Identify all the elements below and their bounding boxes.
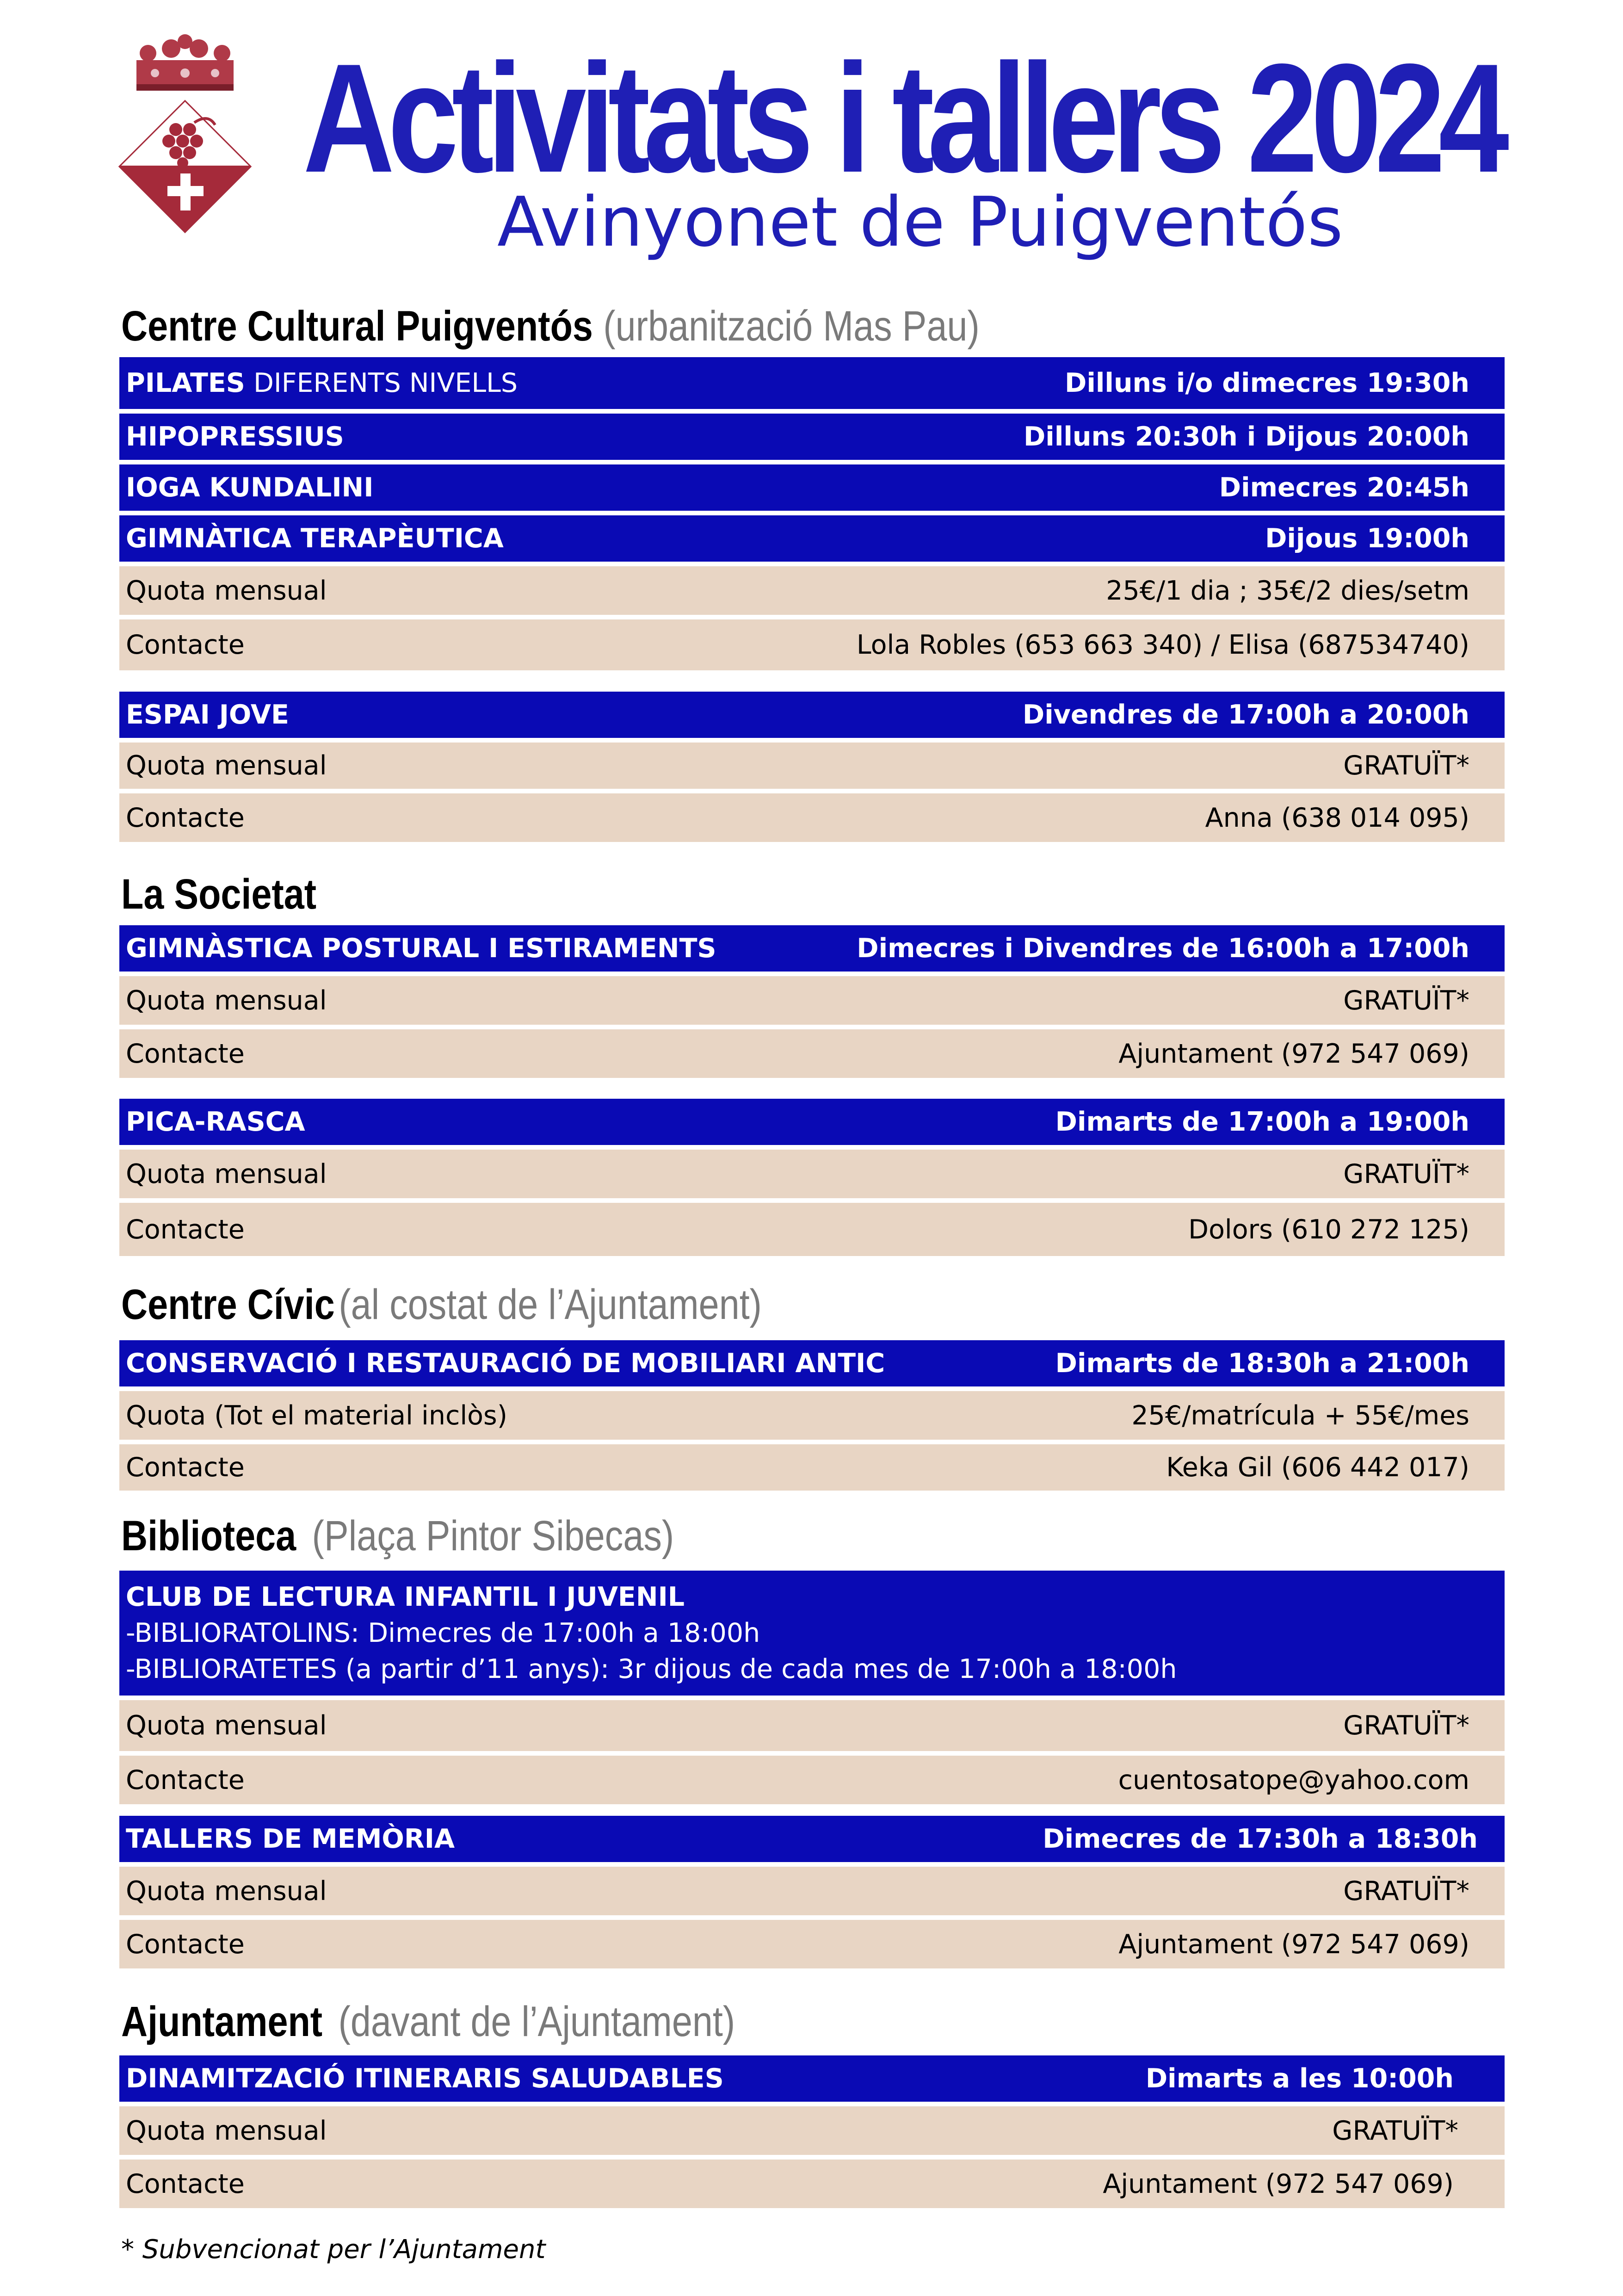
activity-row-club-lectura [119, 1571, 1505, 1696]
municipal-crest-icon [116, 32, 254, 241]
section-location: (urbanització Mas Pau) [603, 303, 980, 350]
activity-schedule: Dimecres 20:45h [1219, 472, 1469, 503]
contact-value: cuentosatope@yahoo.com [1118, 1764, 1469, 1795]
quota-value: GRATUÏT* [1343, 1710, 1469, 1741]
activity-row-espai-jove [119, 692, 1505, 738]
contact-value: Dolors (610 272 125) [1188, 1214, 1469, 1245]
quota-value: GRATUÏT* [1332, 2115, 1458, 2146]
section-location: (al costat de l’Ajuntament) [339, 1281, 762, 1328]
activity-block-itineraris [119, 2055, 1505, 2213]
contact-label: Contacte [126, 630, 245, 660]
activity-name: GIMNÀTICA TERAPÈUTICA [126, 523, 504, 554]
quota-value: 25€/matrícula + 55€/mes [1131, 1400, 1469, 1431]
contact-row [119, 1029, 1505, 1078]
section-title-centre-civic [121, 1279, 762, 1330]
section-name: La Societat [121, 871, 317, 918]
activity-schedule: Dilluns 20:30h i Dijous 20:00h [1023, 421, 1469, 452]
activity-block-memoria [119, 1816, 1505, 1973]
section-title-ajuntament [121, 1996, 735, 2047]
section-title-societat [121, 869, 316, 920]
activity-row-gimnastica-postural [119, 925, 1505, 972]
activity-row-conservacio [119, 1340, 1505, 1386]
activity-row-pica-rasca [119, 1099, 1505, 1145]
activity-name: TALLERS DE MEMÒRIA [126, 1824, 455, 1854]
activity-name: IOGA KUNDALINI [126, 472, 374, 503]
section-name: Ajuntament [121, 1998, 323, 2045]
quota-row [119, 1700, 1505, 1751]
quota-value: GRATUÏT* [1343, 1875, 1469, 1906]
section-name: Biblioteca [121, 1512, 296, 1560]
quota-label: Quota mensual [126, 750, 327, 781]
activity-block-pica-rasca [119, 1099, 1505, 1261]
activity-block-gimnastica [119, 925, 1505, 1083]
activity-name: HIPOPRESSIUS [126, 421, 344, 452]
quota-label: Quota (Tot el material inclòs) [126, 1400, 507, 1431]
activity-schedule-ratetes: -BIBLIORATETES (a partir d’11 anys): 3r dijous de cada mes de 17:00h a 18:00h [126, 1654, 1177, 1684]
contact-value: Ajuntament (972 547 069) [1118, 1038, 1469, 1069]
activity-block-conservacio [119, 1340, 1505, 1495]
activity-name: DINAMITZACIÓ ITINERARIS SALUDABLES [126, 2063, 724, 2094]
quota-value: 25€/1 dia ; 35€/2 dies/setm [1106, 575, 1469, 606]
activity-row-gimnatica [119, 515, 1505, 562]
activity-name: CLUB DE LECTURA INFANTIL I JUVENIL [126, 1582, 685, 1612]
quota-row [119, 976, 1505, 1025]
activity-block-club-lectura [119, 1571, 1505, 1809]
contact-label: Contacte [126, 1764, 245, 1795]
section-location: (davant de l’Ajuntament) [338, 1998, 735, 2045]
quota-row [119, 566, 1505, 615]
contact-row [119, 1203, 1505, 1256]
quota-value: GRATUÏT* [1343, 985, 1469, 1016]
quota-label: Quota mensual [126, 1875, 327, 1906]
quota-label: Quota mensual [126, 575, 327, 606]
contact-value: Ajuntament (972 547 069) [1118, 1929, 1469, 1960]
footnote: * Subvencionat per l’Ajuntament [121, 2234, 546, 2265]
contact-row [119, 1920, 1505, 1968]
section-name: Centre Cívic [121, 1281, 335, 1328]
activity-schedule: Divendres de 17:00h a 20:00h [1022, 699, 1469, 730]
contact-row [119, 1756, 1505, 1804]
quota-label: Quota mensual [126, 2115, 327, 2146]
contact-row [119, 793, 1505, 842]
contact-value: Lola Robles (653 663 340) / Elisa (687534740) [856, 630, 1469, 660]
contact-label: Contacte [126, 802, 245, 833]
activity-schedule: Dijous 19:00h [1265, 523, 1469, 554]
contact-label: Contacte [126, 1929, 245, 1960]
contact-value: Anna (638 014 095) [1205, 802, 1469, 833]
contact-label: Contacte [126, 1038, 245, 1069]
contact-value: Ajuntament (972 547 069) [1103, 2168, 1454, 2199]
activity-name: ESPAI JOVE [126, 699, 289, 730]
quota-value: GRATUÏT* [1343, 1158, 1469, 1189]
quota-row [119, 1867, 1505, 1915]
activity-name: PICA-RASCA [126, 1107, 305, 1137]
quota-label: Quota mensual [126, 1710, 327, 1741]
quota-row [119, 2106, 1505, 2155]
activity-schedule: Dimarts de 17:00h a 19:00h [1055, 1107, 1469, 1137]
quota-label: Quota mensual [126, 1158, 327, 1189]
activity-block-centre-cultural [119, 357, 1505, 675]
activity-block-espai-jove [119, 692, 1505, 847]
section-name: Centre Cultural Puigventós [121, 303, 593, 350]
contact-row [119, 619, 1505, 670]
contact-row [119, 1444, 1505, 1491]
page-subtitle: Avinyonet de Puigventós [497, 182, 1343, 262]
activity-name: GIMNÀSTICA POSTURAL I ESTIRAMENTS [126, 933, 716, 964]
activity-schedule: Dimarts de 18:30h a 21:00h [1055, 1348, 1469, 1379]
quota-label: Quota mensual [126, 985, 327, 1016]
quota-row [119, 1391, 1505, 1440]
contact-label: Contacte [126, 1214, 245, 1245]
activity-schedule: Dimecres i Divendres de 16:00h a 17:00h [857, 933, 1469, 964]
section-title-centre-cultural [121, 301, 980, 352]
contact-row [119, 2160, 1505, 2208]
activity-name: CONSERVACIÓ I RESTAURACIÓ DE MOBILIARI ANTIC [126, 1348, 885, 1379]
quota-row [119, 1150, 1505, 1198]
section-title-biblioteca [121, 1510, 674, 1561]
contact-value: Keka Gil (606 442 017) [1166, 1452, 1469, 1483]
activity-schedule: Dimarts a les 10:00h [1145, 2063, 1454, 2094]
activity-row-ioga [119, 464, 1505, 511]
activity-row-tallers-memoria [119, 1816, 1505, 1862]
page-title: Activitats i tallers 2024 [303, 31, 1503, 204]
activity-row-pilates [119, 357, 1505, 409]
contact-label: Contacte [126, 1452, 245, 1483]
quota-row [119, 743, 1505, 789]
activity-schedule-ratolins: -BIBLIORATOLINS: Dimecres de 17:00h a 18:00h [126, 1618, 760, 1648]
activity-row-hipopressius [119, 414, 1505, 460]
activity-row-itineraris [119, 2055, 1505, 2102]
contact-label: Contacte [126, 2168, 245, 2199]
activity-name: PILATES DIFERENTS NIVELLS [126, 368, 518, 398]
activity-schedule: Dimecres de 17:30h a 18:30h [1043, 1824, 1478, 1854]
quota-value: GRATUÏT* [1343, 750, 1469, 781]
activity-schedule: Dilluns i/o dimecres 19:30h [1065, 368, 1469, 398]
section-location: (Plaça Pintor Sibecas) [312, 1512, 674, 1560]
